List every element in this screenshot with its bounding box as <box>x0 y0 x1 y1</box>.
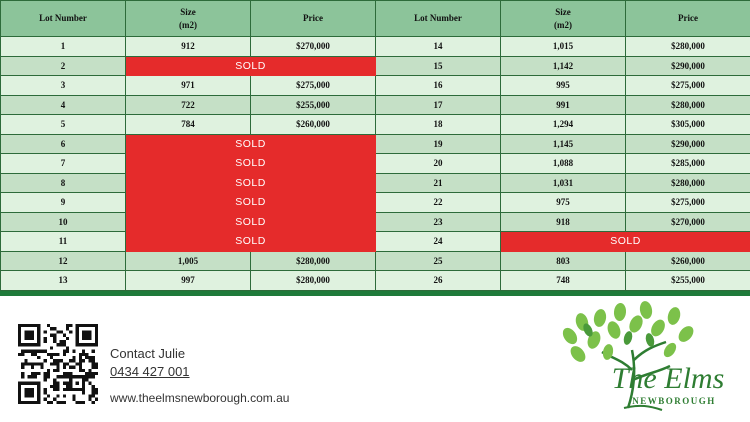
sold-badge: SOLD <box>501 232 750 252</box>
table-row <box>1 173 750 193</box>
price-cell: $290,000 <box>626 56 750 76</box>
header-size-right <box>501 1 626 37</box>
sold-badge: SOLD <box>126 232 376 252</box>
price-cell: $275,000 <box>626 76 750 96</box>
header-size-unit: (m2) <box>554 19 572 30</box>
lot-number-cell: 10 <box>1 212 126 232</box>
lot-number-cell: 19 <box>376 134 501 154</box>
size-cell: 991 <box>501 95 626 115</box>
lot-number-cell: 4 <box>1 95 126 115</box>
table-row <box>1 154 750 174</box>
table-row <box>1 37 750 57</box>
price-cell: $290,000 <box>626 134 750 154</box>
price-cell: $280,000 <box>626 37 750 57</box>
lot-number-cell: 15 <box>376 56 501 76</box>
sold-badge: SOLD <box>126 56 376 76</box>
qr-code-icon <box>18 324 98 404</box>
header-price-left: Price <box>251 1 376 37</box>
table-row <box>1 212 750 232</box>
size-cell: 912 <box>126 37 251 57</box>
header-size-unit: (m2) <box>179 19 197 30</box>
price-cell: $275,000 <box>626 193 750 213</box>
table-row <box>1 193 750 213</box>
price-cell: $280,000 <box>251 271 376 291</box>
table-body <box>1 37 750 291</box>
size-cell: 748 <box>501 271 626 291</box>
price-cell: $275,000 <box>251 76 376 96</box>
table-header-row <box>1 1 750 37</box>
lot-number-cell: 9 <box>1 193 126 213</box>
size-cell: 784 <box>126 115 251 135</box>
lot-number-cell: 2 <box>1 56 126 76</box>
price-cell: $255,000 <box>626 271 750 291</box>
lot-number-cell: 17 <box>376 95 501 115</box>
table-row <box>1 232 750 252</box>
header-size-left <box>126 1 251 37</box>
lot-number-cell: 1 <box>1 37 126 57</box>
logo-title: The Elms <box>611 362 725 395</box>
lot-number-cell: 22 <box>376 193 501 213</box>
table-row <box>1 56 750 76</box>
lot-number-cell: 14 <box>376 37 501 57</box>
price-cell: $260,000 <box>626 251 750 271</box>
table-row <box>1 134 750 154</box>
size-cell: 1,145 <box>501 134 626 154</box>
header-size-label: Size <box>555 6 571 17</box>
contact-phone-link[interactable]: 0434 427 001 <box>110 364 190 379</box>
size-cell: 1,294 <box>501 115 626 135</box>
sold-badge: SOLD <box>126 154 376 174</box>
table-row <box>1 271 750 291</box>
price-cell: $280,000 <box>626 95 750 115</box>
size-cell: 997 <box>126 271 251 291</box>
size-cell: 1,015 <box>501 37 626 57</box>
price-cell: $270,000 <box>626 212 750 232</box>
sold-badge: SOLD <box>126 134 376 154</box>
lot-number-cell: 11 <box>1 232 126 252</box>
lot-number-cell: 7 <box>1 154 126 174</box>
price-cell: $270,000 <box>251 37 376 57</box>
price-cell: $285,000 <box>626 154 750 174</box>
size-cell: 975 <box>501 193 626 213</box>
table-row <box>1 251 750 271</box>
lot-number-cell: 8 <box>1 173 126 193</box>
lot-number-cell: 24 <box>376 232 501 252</box>
size-cell: 1,142 <box>501 56 626 76</box>
lot-number-cell: 18 <box>376 115 501 135</box>
logo-subtitle: NEWBOROUGH <box>632 396 716 406</box>
size-cell: 1,088 <box>501 154 626 174</box>
lot-number-cell: 25 <box>376 251 501 271</box>
size-cell: 918 <box>501 212 626 232</box>
lot-number-cell: 6 <box>1 134 126 154</box>
size-cell: 803 <box>501 251 626 271</box>
price-cell: $255,000 <box>251 95 376 115</box>
price-cell: $280,000 <box>626 173 750 193</box>
table-row <box>1 76 750 96</box>
price-cell: $305,000 <box>626 115 750 135</box>
price-cell: $280,000 <box>251 251 376 271</box>
size-cell: 995 <box>501 76 626 96</box>
lot-number-cell: 12 <box>1 251 126 271</box>
the-elms-logo <box>550 300 740 418</box>
lot-number-cell: 3 <box>1 76 126 96</box>
sold-badge: SOLD <box>126 193 376 213</box>
lot-number-cell: 5 <box>1 115 126 135</box>
price-cell: $260,000 <box>251 115 376 135</box>
header-lot-number-right: Lot Number <box>376 1 501 37</box>
sold-badge: SOLD <box>126 212 376 232</box>
size-cell: 1,005 <box>126 251 251 271</box>
lot-number-cell: 21 <box>376 173 501 193</box>
website-link[interactable]: www.theelmsnewborough.com.au <box>110 391 290 405</box>
lot-number-cell: 16 <box>376 76 501 96</box>
lot-number-cell: 20 <box>376 154 501 174</box>
sold-badge: SOLD <box>126 173 376 193</box>
size-cell: 1,031 <box>501 173 626 193</box>
lot-number-cell: 13 <box>1 271 126 291</box>
size-cell: 971 <box>126 76 251 96</box>
contact-name: Contact Julie <box>110 346 186 361</box>
footer <box>0 296 750 422</box>
header-price-right: Price <box>626 1 750 37</box>
header-lot-number-left: Lot Number <box>1 1 126 37</box>
table-row <box>1 95 750 115</box>
table-row <box>1 115 750 135</box>
size-cell: 722 <box>126 95 251 115</box>
lot-number-cell: 26 <box>376 271 501 291</box>
lot-number-cell: 23 <box>376 212 501 232</box>
header-size-label: Size <box>180 6 196 17</box>
